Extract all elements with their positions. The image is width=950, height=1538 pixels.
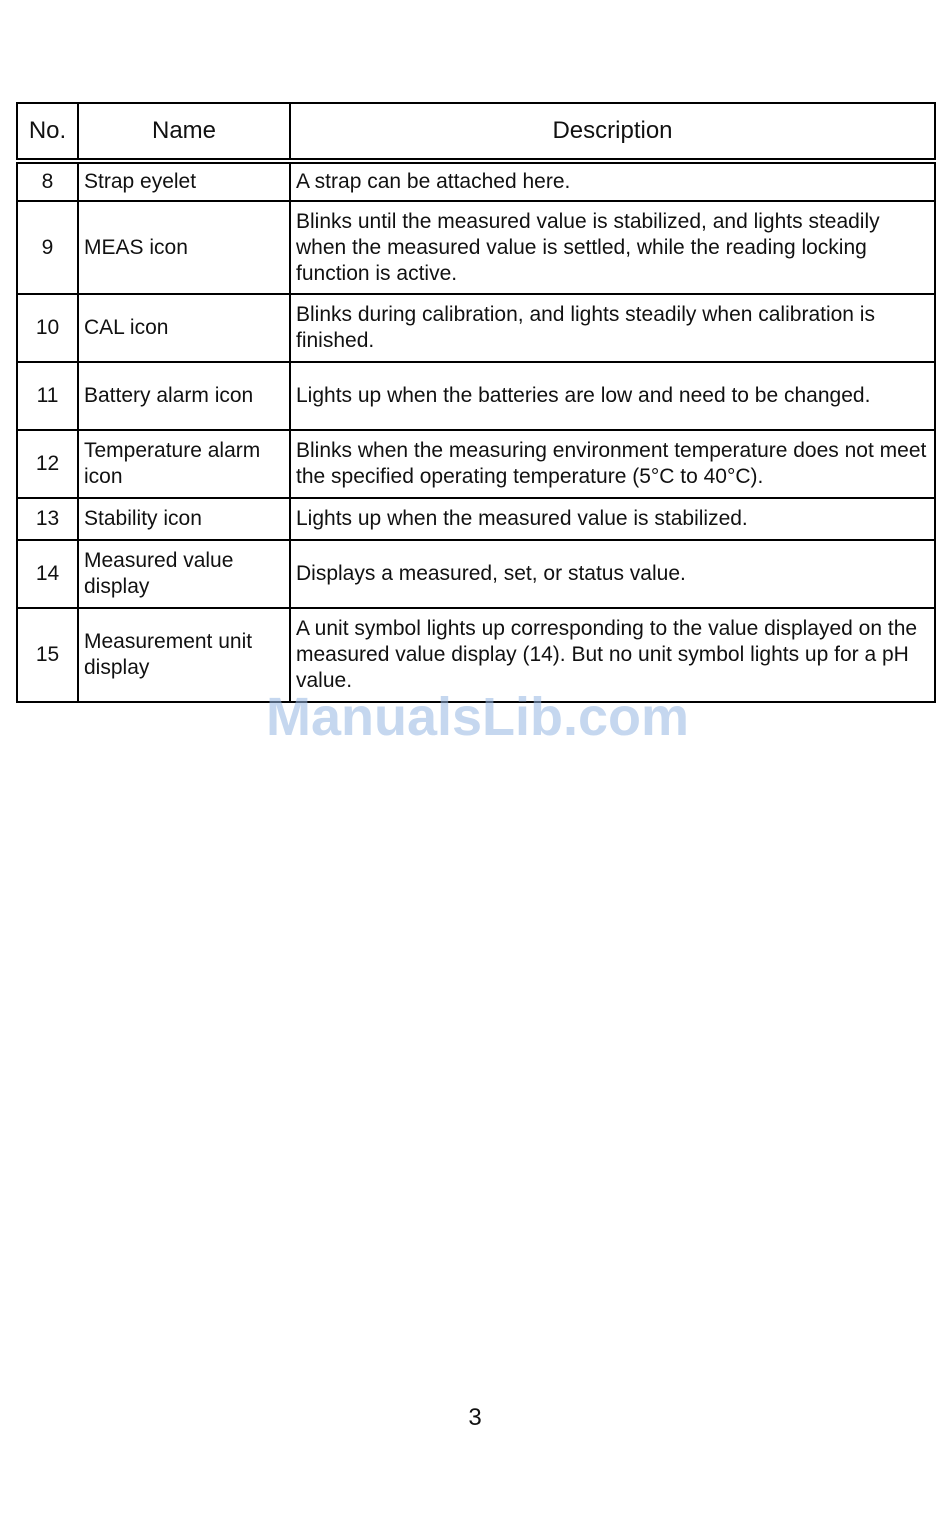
row-number: 9 — [17, 201, 78, 294]
row-description: Displays a measured, set, or status value. — [290, 540, 935, 608]
row-name: MEAS icon — [78, 201, 290, 294]
row-number: 8 — [17, 161, 78, 201]
row-description: Lights up when the measured value is stabilized. — [290, 498, 935, 540]
table-row — [17, 540, 935, 608]
header-no: No. — [17, 103, 78, 161]
table-row — [17, 608, 935, 702]
row-number: 12 — [17, 430, 78, 498]
row-name: Measurement unit display — [78, 608, 290, 702]
table-row — [17, 201, 935, 294]
parts-description-table — [16, 102, 936, 703]
row-number: 10 — [17, 294, 78, 362]
table-row — [17, 161, 935, 201]
row-description: Lights up when the batteries are low and need to be changed. — [290, 362, 935, 430]
watermark: ManualsLib.com — [266, 687, 690, 747]
row-name: Measured value display — [78, 540, 290, 608]
row-description: Blinks when the measuring environment temperature does not meet the specified operating temperature (5°C to 40°C). — [290, 430, 935, 498]
row-name: Stability icon — [78, 498, 290, 540]
row-description: Blinks during calibration, and lights steadily when calibration is finished. — [290, 294, 935, 362]
header-description: Description — [290, 103, 935, 161]
row-number: 14 — [17, 540, 78, 608]
table-row — [17, 430, 935, 498]
row-number: 13 — [17, 498, 78, 540]
table-row — [17, 294, 935, 362]
row-name: Temperature alarm icon — [78, 430, 290, 498]
row-number: 11 — [17, 362, 78, 430]
row-name: Battery alarm icon — [78, 362, 290, 430]
table-row — [17, 362, 935, 430]
table-header-row — [17, 103, 935, 161]
row-description: Blinks until the measured value is stabilized, and lights steadily when the measured value is settled, while the reading locking function is active. — [290, 201, 935, 294]
header-name: Name — [78, 103, 290, 161]
row-description: A unit symbol lights up corresponding to the value displayed on the measured value display (14). But no unit symbol lights up for a pH value. — [290, 608, 935, 702]
parts-table-container — [16, 102, 934, 703]
row-name: Strap eyelet — [78, 161, 290, 201]
table-row — [17, 498, 935, 540]
row-number: 15 — [17, 608, 78, 702]
row-name: CAL icon — [78, 294, 290, 362]
page-number: 3 — [468, 1404, 482, 1431]
row-description: A strap can be attached here. — [290, 161, 935, 201]
